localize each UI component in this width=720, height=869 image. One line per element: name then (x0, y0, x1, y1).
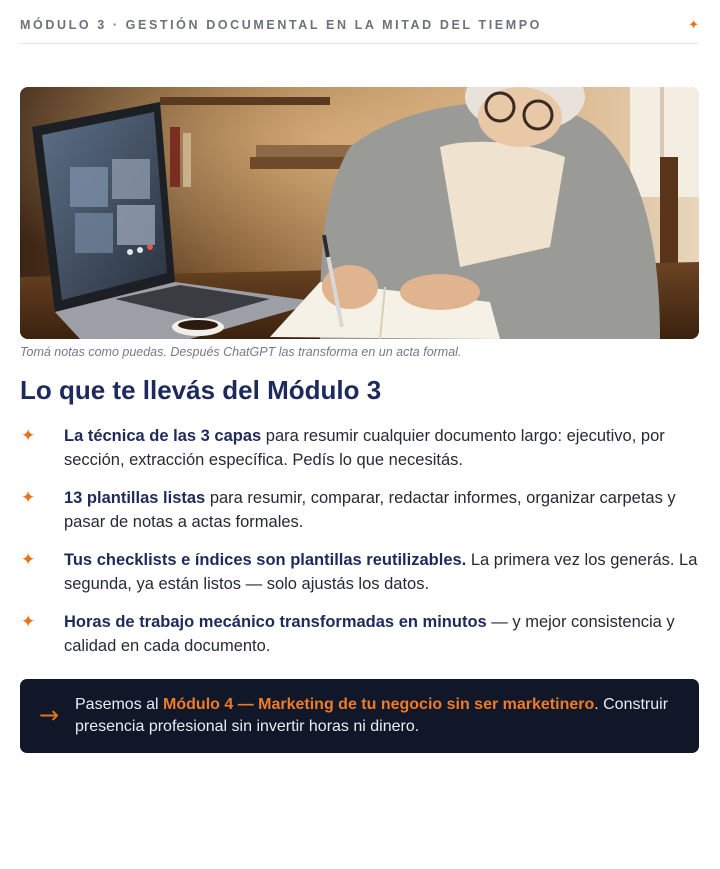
star-bullet-icon: ✦ (21, 488, 36, 507)
star-bullet-icon: ✦ (21, 612, 36, 631)
next-module-name: Módulo 4 — Marketing de tu negocio sin ser marketinero (163, 696, 595, 713)
list-item (20, 610, 699, 658)
list-item (20, 424, 699, 472)
next-module-callout (20, 679, 699, 753)
image-caption: Tomá notas como puedas. Después ChatGPT las transforma en un acta formal. (20, 345, 462, 359)
star-icon: ✦ (688, 17, 699, 32)
list-item (20, 548, 699, 596)
takeaways-list (20, 424, 699, 672)
takeaway-text: para resumir, comparar, redactar informes, organizar carpetas y pasar de notas a actas formales. (64, 489, 676, 531)
photo-icon (20, 87, 699, 339)
takeaway-text: para resumir cualquier documento largo: ejecutivo, por sección, extracción específica. Pedís lo que necesitás. (64, 427, 665, 469)
hero-image (20, 87, 699, 339)
callout-prefix: Pasemos al (75, 696, 164, 713)
takeaway-text: — y mejor consistencia y calidad en cada documento. (64, 613, 675, 655)
page (20, 0, 699, 735)
callout-text (75, 694, 685, 738)
section-title: Lo que te llevás del Módulo 3 (20, 375, 382, 405)
arrow-right-icon: → (39, 701, 60, 729)
callout-suffix: . Construir presencia profesional sin invertir horas ni dinero. (75, 696, 669, 735)
star-bullet-icon: ✦ (21, 426, 36, 445)
module-header (20, 0, 699, 44)
takeaway-bold: Horas de trabajo mecánico transformadas en minutos (64, 613, 487, 631)
list-item (20, 486, 699, 534)
takeaway-bold: La técnica de las 3 capas (64, 427, 262, 445)
module-header-title: MÓDULO 3 · GESTIÓN DOCUMENTAL EN LA MITAD DEL TIEMPO (20, 18, 543, 32)
takeaway-bold: Tus checklists e índices son plantillas reutilizables. (64, 551, 467, 569)
takeaway-bold: 13 plantillas listas (64, 489, 206, 507)
takeaway-text: La primera vez los generás. La segunda, ya están listos — solo ajustás los datos. (64, 551, 698, 593)
star-bullet-icon: ✦ (21, 550, 36, 569)
